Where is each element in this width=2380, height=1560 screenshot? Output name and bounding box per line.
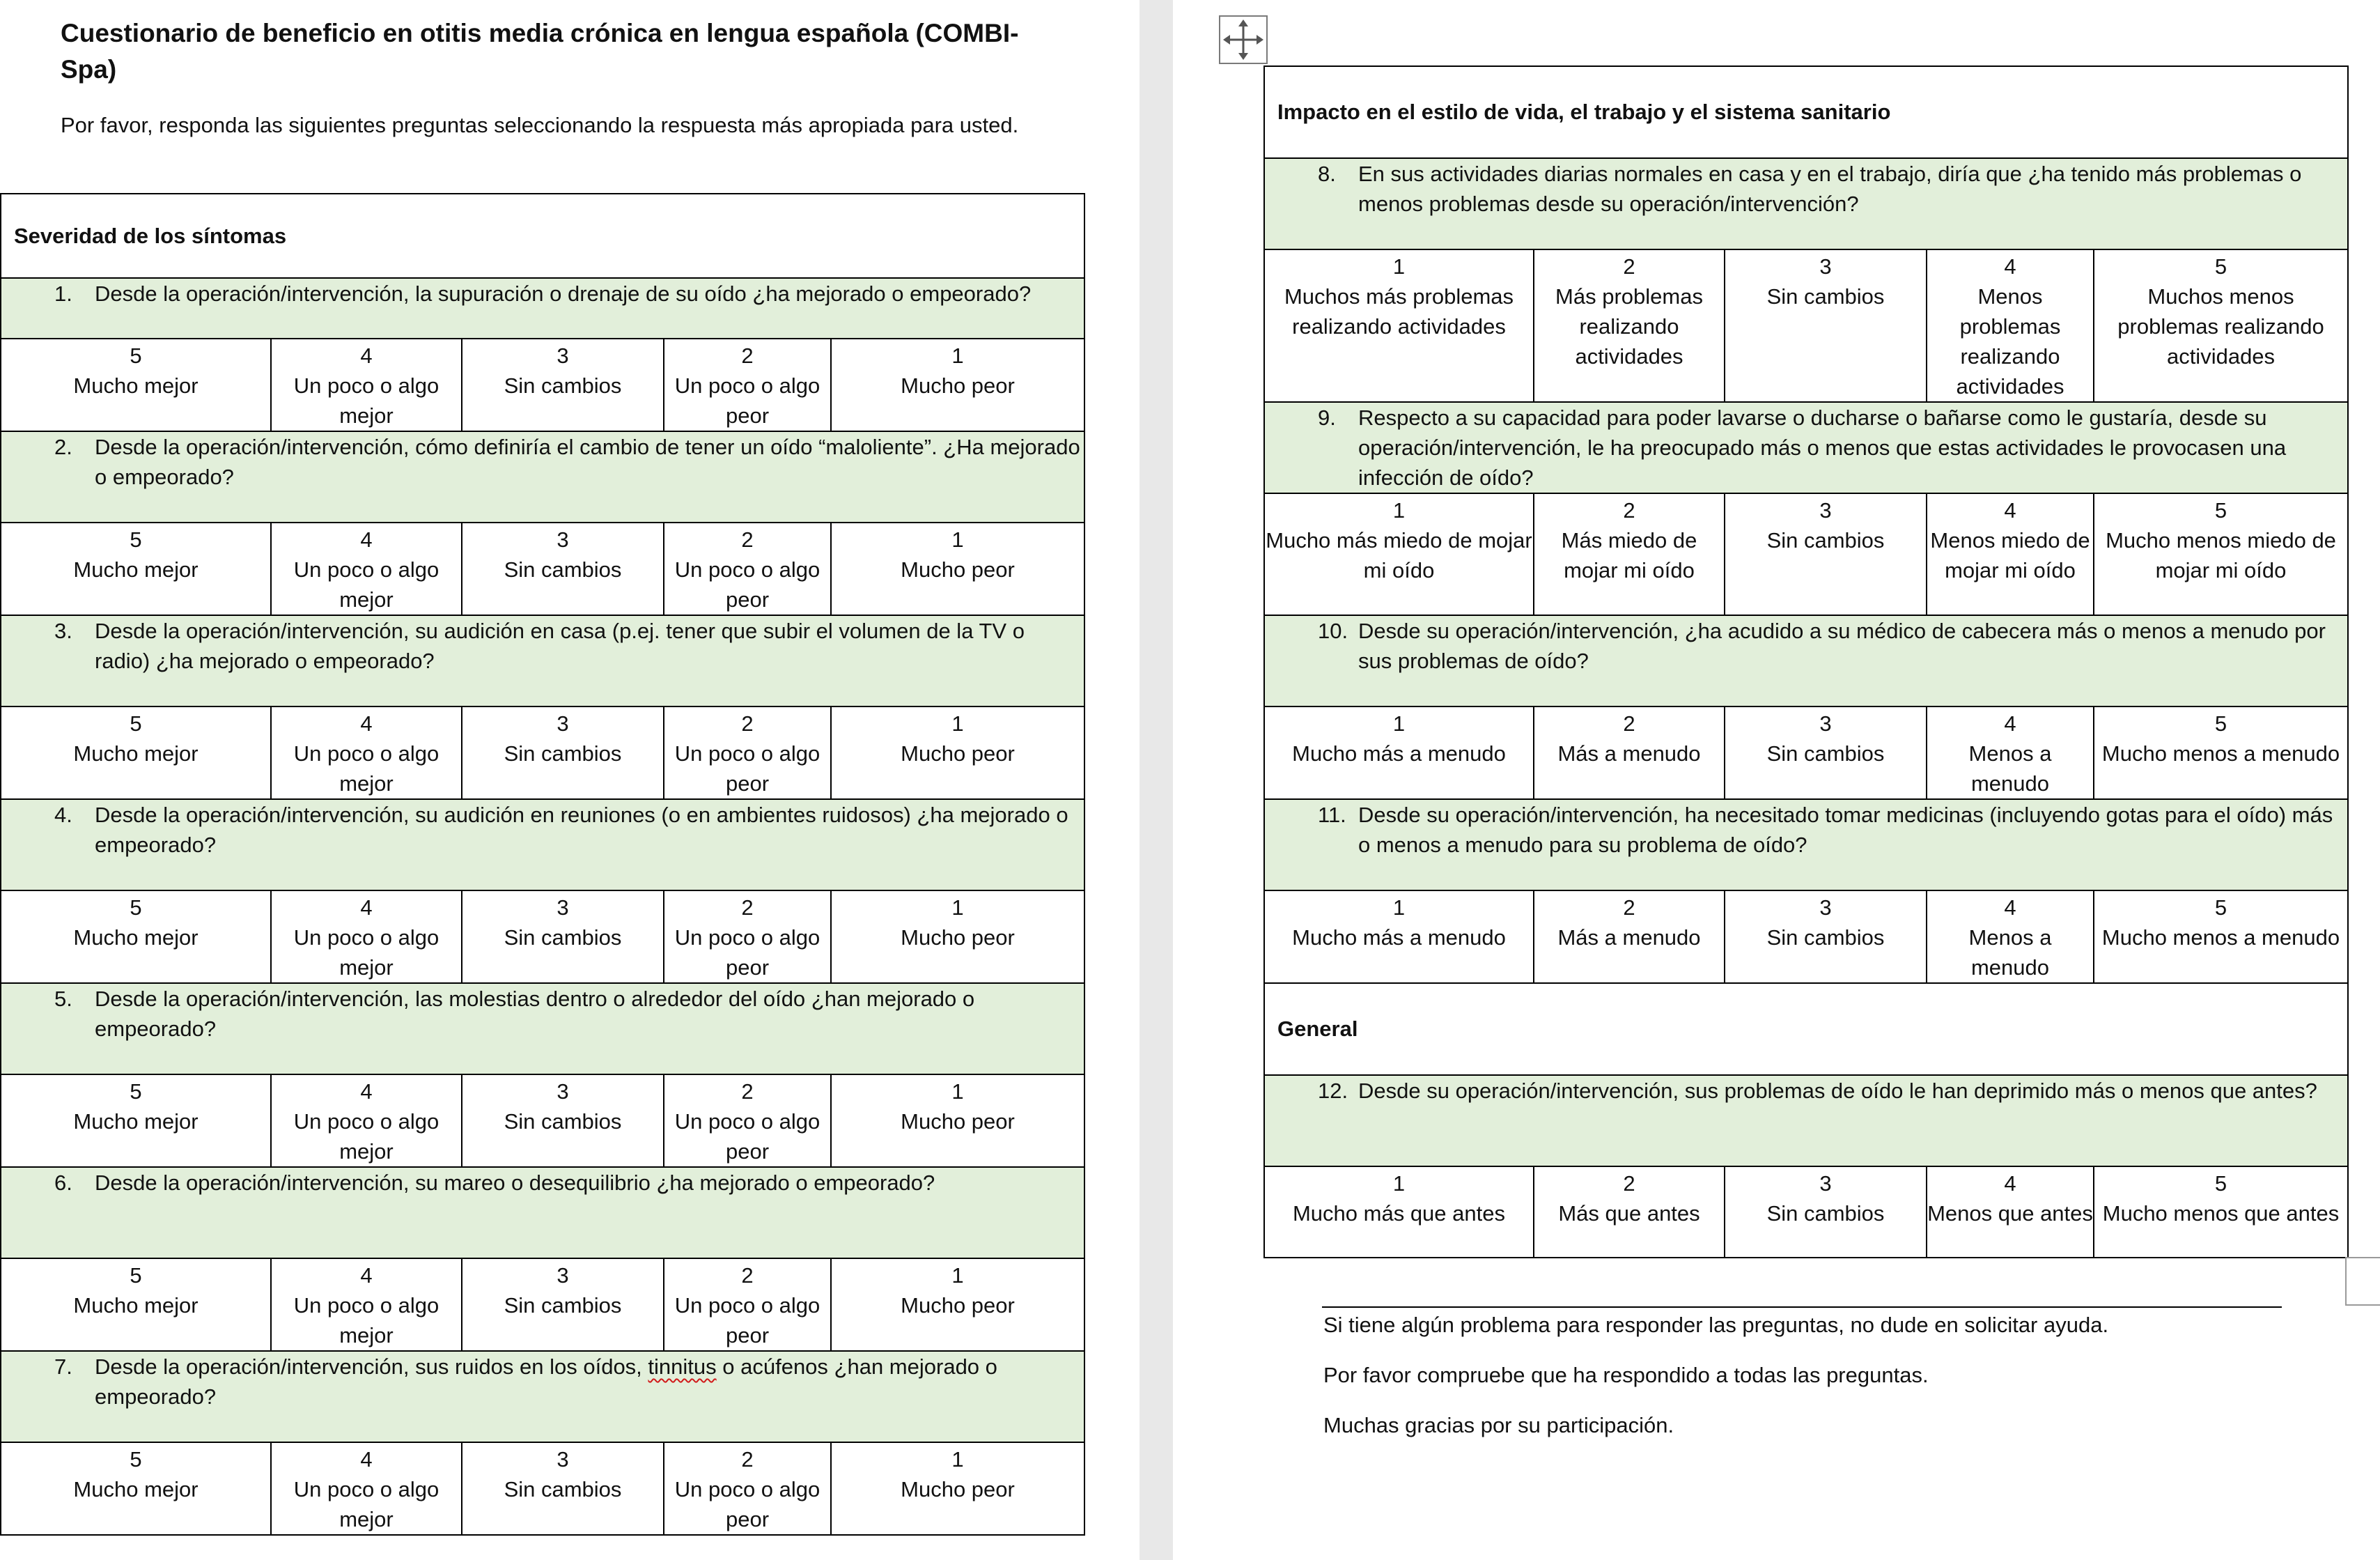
- answer-label: Menos problemas realizando actividades: [1956, 284, 2064, 399]
- answer-label: Mucho menos a menudo: [2101, 925, 2340, 950]
- answer-value: 3: [557, 343, 569, 368]
- lifestyle-impact-table: [1263, 65, 2349, 1258]
- answer-label: Sin cambios: [1766, 925, 1885, 950]
- answer-option[interactable]: [664, 1442, 831, 1535]
- answer-label: Sin cambios: [504, 1477, 622, 1501]
- answer-option[interactable]: [1, 339, 271, 431]
- page-gutter: [1140, 0, 1173, 1560]
- answer-value: 4: [2004, 254, 2016, 279]
- spellcheck-flagged-word: tinnitus: [648, 1354, 717, 1379]
- answer-label: Mucho peor: [901, 925, 1015, 950]
- question-number: 11.: [1318, 803, 1346, 827]
- answer-value: 3: [557, 1447, 569, 1472]
- answer-label: Sin cambios: [504, 741, 622, 766]
- answer-label: Mucho menos que antes: [2102, 1201, 2340, 1226]
- answer-row: [1264, 890, 2348, 983]
- answer-value: 2: [1623, 498, 1635, 523]
- question-number: 12.: [1318, 1079, 1348, 1103]
- answer-value: 3: [1819, 498, 1832, 523]
- answer-row: [1, 890, 1084, 983]
- footer-divider: [1322, 1306, 2282, 1308]
- answer-label: Un poco o algo mejor: [293, 557, 440, 612]
- answer-value: 4: [360, 895, 373, 920]
- answer-value: 5: [130, 711, 142, 736]
- question-text: Desde la operación/intervención, su audición en casa (p.ej. tener que subir el volumen de la TV o radio) ¿ha mejorado o empeorado?: [95, 619, 1025, 673]
- question-number: 1.: [54, 281, 72, 306]
- answer-label: Un poco o algo peor: [674, 741, 820, 796]
- answer-label: Más problemas realizando actividades: [1555, 284, 1703, 369]
- answer-row: [1264, 249, 2348, 402]
- answer-option[interactable]: [2094, 493, 2348, 615]
- answer-label: Mucho peor: [901, 373, 1015, 398]
- answer-value: 5: [2214, 498, 2227, 523]
- answer-label: Más a menudo: [1557, 741, 1701, 766]
- answer-option[interactable]: [271, 1074, 462, 1167]
- answer-label: Mucho mejor: [73, 1477, 199, 1501]
- answer-value: 2: [741, 895, 754, 920]
- answer-value: 5: [2214, 711, 2227, 736]
- answer-value: 5: [2214, 895, 2227, 920]
- answer-value: 2: [741, 1263, 754, 1288]
- answer-row: [1, 1442, 1084, 1535]
- answer-option[interactable]: [1927, 1166, 2094, 1258]
- answer-label: Más que antes: [1558, 1201, 1700, 1226]
- answer-value: 2: [741, 1447, 754, 1472]
- answer-label: Un poco o algo mejor: [293, 925, 440, 980]
- answer-option[interactable]: [1927, 706, 2094, 799]
- answer-label: Sin cambios: [504, 1109, 622, 1134]
- answer-value: 3: [557, 895, 569, 920]
- question-number: 2.: [54, 435, 72, 459]
- answer-option[interactable]: [1, 890, 271, 983]
- answer-value: 3: [557, 527, 569, 552]
- answer-label: Un poco o algo peor: [674, 557, 820, 612]
- question-row: [1, 615, 1084, 706]
- question-row: [1, 1167, 1084, 1258]
- answer-option[interactable]: [1534, 493, 1725, 615]
- answer-option[interactable]: [462, 890, 664, 983]
- question-row: [1264, 799, 2348, 890]
- answer-value: 5: [130, 527, 142, 552]
- answer-value: 4: [360, 1263, 373, 1288]
- answer-option[interactable]: [664, 890, 831, 983]
- answer-option[interactable]: [664, 523, 831, 615]
- answer-option[interactable]: [271, 1258, 462, 1351]
- section-title: Severidad de los síntomas: [1, 194, 1084, 278]
- question-text: Desde la operación/intervención, su audición en reuniones (o en ambientes ruidosos) ¿ha mejorado o empeorado?: [95, 803, 1068, 857]
- answer-label: Menos miedo de mojar mi oído: [1930, 528, 2090, 582]
- symptom-severity-table: [0, 193, 1085, 1536]
- answer-label: Mucho más que antes: [1292, 1201, 1505, 1226]
- answer-value: 1: [951, 895, 964, 920]
- answer-value: 2: [1623, 254, 1635, 279]
- answer-value: 1: [1392, 498, 1406, 523]
- answer-option[interactable]: [664, 339, 831, 431]
- answer-value: 4: [360, 1447, 373, 1472]
- answer-label: Mucho peor: [901, 741, 1015, 766]
- answer-label: Muchos más problemas realizando actividades: [1284, 284, 1514, 339]
- answer-option[interactable]: [831, 523, 1084, 615]
- question-text: Respecto a su capacidad para poder lavarse o ducharse o bañarse como le gustaría, desde su operación/intervención, le ha preocupado más o menos que estas actividades le provocasen una infección de oído?: [1358, 406, 2287, 490]
- answer-value: 5: [2214, 254, 2227, 279]
- answer-label: Mucho menos miedo de mojar mi oído: [2106, 528, 2336, 582]
- answer-label: Menos a menudo: [1968, 741, 2052, 796]
- answer-label: Un poco o algo mejor: [293, 741, 440, 796]
- section-title: Impacto en el estilo de vida, el trabajo y el sistema sanitario: [1264, 66, 2348, 158]
- answer-label: Sin cambios: [1766, 1201, 1885, 1226]
- answer-value: 1: [951, 1079, 964, 1104]
- answer-option[interactable]: [2094, 706, 2348, 799]
- answer-value: 4: [360, 527, 373, 552]
- question-number: 7.: [54, 1354, 72, 1379]
- footer-help-text: Si tiene algún problema para responder las preguntas, no dude en solicitar ayuda.: [1323, 1313, 2109, 1337]
- answer-value: 1: [951, 527, 964, 552]
- answer-value: 1: [951, 711, 964, 736]
- answer-value: 4: [2004, 1171, 2016, 1196]
- answer-label: Un poco o algo peor: [674, 373, 820, 428]
- answer-label: Menos a menudo: [1968, 925, 2052, 980]
- question-text: Desde la operación/intervención, la supuración o drenaje de su oído ¿ha mejorado o empeorado?: [95, 281, 1032, 306]
- answer-option[interactable]: [2094, 1166, 2348, 1258]
- answer-label: Un poco o algo peor: [674, 1109, 820, 1164]
- answer-label: Un poco o algo mejor: [293, 1293, 440, 1347]
- answer-option[interactable]: [1264, 706, 1534, 799]
- answer-option[interactable]: [1725, 493, 1927, 615]
- answer-value: 4: [360, 343, 373, 368]
- question-row: [1264, 615, 2348, 706]
- answer-row: [1, 706, 1084, 799]
- answer-value: 5: [130, 895, 142, 920]
- answer-row: [1264, 1166, 2348, 1258]
- answer-label: Mucho mejor: [73, 557, 199, 582]
- answer-row: [1264, 706, 2348, 799]
- answer-option[interactable]: [271, 706, 462, 799]
- question-row: [1, 799, 1084, 890]
- answer-value: 1: [1392, 254, 1406, 279]
- answer-label: Mucho peor: [901, 1477, 1015, 1501]
- answer-option[interactable]: [831, 339, 1084, 431]
- answer-label: Sin cambios: [1766, 528, 1885, 553]
- answer-label: Mucho mejor: [73, 373, 199, 398]
- question-text: Desde la operación/intervención, sus ruidos en los oídos,: [95, 1354, 648, 1379]
- answer-option[interactable]: [831, 1442, 1084, 1535]
- question-text: Desde la operación/intervención, cómo definiría el cambio de tener un oído “maloliente”. ¿Ha mejorado o empeorado?: [95, 435, 1080, 489]
- answer-label: Mucho peor: [901, 557, 1015, 582]
- answer-option[interactable]: [462, 1442, 664, 1535]
- answer-option[interactable]: [462, 523, 664, 615]
- answer-value: 1: [951, 1263, 964, 1288]
- answer-option[interactable]: [831, 1258, 1084, 1351]
- answer-label: Sin cambios: [504, 557, 622, 582]
- question-row: [1, 431, 1084, 523]
- answer-value: 2: [1623, 711, 1635, 736]
- answer-row: [1, 339, 1084, 431]
- answer-label: Mucho más a menudo: [1292, 741, 1506, 766]
- answer-label: Sin cambios: [1766, 284, 1885, 309]
- answer-option[interactable]: [2094, 249, 2348, 402]
- answer-label: Más a menudo: [1557, 925, 1701, 950]
- answer-label: Un poco o algo peor: [674, 1477, 820, 1531]
- answer-label: Mucho peor: [901, 1109, 1015, 1134]
- answer-option[interactable]: [1264, 493, 1534, 615]
- answer-value: 3: [1819, 1171, 1832, 1196]
- answer-option[interactable]: [462, 1074, 664, 1167]
- question-row: [1, 278, 1084, 339]
- answer-label: Un poco o algo mejor: [293, 1109, 440, 1164]
- answer-value: 5: [130, 1263, 142, 1288]
- answer-label: Mucho mejor: [73, 1109, 199, 1134]
- answer-value: 2: [741, 711, 754, 736]
- question-row: [1, 1351, 1084, 1442]
- answer-option[interactable]: [271, 890, 462, 983]
- answer-value: 2: [741, 1079, 754, 1104]
- answer-label: Mucho mejor: [73, 741, 199, 766]
- answer-option[interactable]: [1, 523, 271, 615]
- answer-option[interactable]: [271, 1442, 462, 1535]
- answer-option[interactable]: [271, 523, 462, 615]
- answer-label: Mucho menos a menudo: [2101, 741, 2340, 766]
- answer-label: Mucho mejor: [73, 1293, 199, 1318]
- answer-label: Sin cambios: [504, 925, 622, 950]
- question-number: 6.: [54, 1171, 72, 1195]
- answer-option[interactable]: [1534, 1166, 1725, 1258]
- answer-label: Un poco o algo mejor: [293, 1477, 440, 1531]
- answer-option[interactable]: [1927, 249, 2094, 402]
- question-number: 10.: [1318, 619, 1348, 643]
- answer-row: [1, 1258, 1084, 1351]
- answer-label: Más miedo de mojar mi oído: [1561, 528, 1697, 582]
- question-row: [1264, 1075, 2348, 1166]
- answer-value: 1: [1392, 1171, 1406, 1196]
- question-row: [1264, 158, 2348, 249]
- document-intro: Por favor, responda las siguientes preguntas seleccionando la respuesta más apropiada para usted.: [61, 113, 1019, 137]
- answer-value: 1: [1392, 895, 1406, 920]
- answer-label: Sin cambios: [504, 1293, 622, 1318]
- answer-option[interactable]: [664, 706, 831, 799]
- answer-option[interactable]: [462, 1258, 664, 1351]
- answer-option[interactable]: [831, 706, 1084, 799]
- answer-value: 3: [557, 711, 569, 736]
- answer-value: 2: [1623, 1171, 1635, 1196]
- answer-value: 3: [557, 1079, 569, 1104]
- section-title-general: General: [1264, 983, 2348, 1075]
- answer-row: [1, 523, 1084, 615]
- answer-label: Un poco o algo mejor: [293, 373, 440, 428]
- answer-label: Sin cambios: [504, 373, 622, 398]
- answer-label: Mucho más a menudo: [1292, 925, 1506, 950]
- answer-option[interactable]: [831, 890, 1084, 983]
- answer-value: 1: [1392, 711, 1406, 736]
- answer-label: Menos que antes: [1927, 1201, 2093, 1226]
- footer-check-text: Por favor compruebe que ha respondido a todas las preguntas.: [1323, 1363, 1929, 1387]
- answer-value: 5: [130, 1079, 142, 1104]
- question-number: 3.: [54, 619, 72, 643]
- answer-option[interactable]: [2094, 890, 2348, 983]
- answer-value: 5: [130, 343, 142, 368]
- question-number: 5.: [54, 987, 72, 1011]
- question-number: 8.: [1318, 162, 1336, 186]
- answer-value: 3: [557, 1263, 569, 1288]
- question-text: o acúfenos ¿han mejorado o empeorado?: [95, 1354, 997, 1409]
- answer-option[interactable]: [1927, 890, 2094, 983]
- question-row: [1264, 402, 2348, 493]
- answer-row: [1, 1074, 1084, 1167]
- move-arrows-icon[interactable]: [1219, 15, 1268, 64]
- answer-value: 3: [1819, 254, 1832, 279]
- answer-value: 4: [2004, 711, 2016, 736]
- answer-label: Un poco o algo peor: [674, 1293, 820, 1347]
- answer-value: 3: [1819, 711, 1832, 736]
- answer-value: 2: [741, 527, 754, 552]
- answer-label: Mucho peor: [901, 1293, 1015, 1318]
- answer-option[interactable]: [1725, 1166, 1927, 1258]
- question-text: Desde la operación/intervención, su mareo o desequilibrio ¿ha mejorado o empeorado?: [95, 1171, 935, 1195]
- answer-row: [1264, 493, 2348, 615]
- answer-label: Muchos menos problemas realizando actividades: [2117, 284, 2324, 369]
- footer-thanks-text: Muchas gracias por su participación.: [1323, 1413, 1674, 1437]
- answer-option[interactable]: [831, 1074, 1084, 1167]
- answer-value: 1: [951, 1447, 964, 1472]
- answer-option[interactable]: [1264, 249, 1534, 402]
- answer-label: Sin cambios: [1766, 741, 1885, 766]
- answer-option[interactable]: [1, 706, 271, 799]
- answer-label: Mucho mejor: [73, 925, 199, 950]
- answer-value: 1: [951, 343, 964, 368]
- answer-value: 2: [1623, 895, 1635, 920]
- answer-option[interactable]: [1927, 493, 2094, 615]
- answer-option[interactable]: [271, 339, 462, 431]
- answer-value: 4: [360, 711, 373, 736]
- answer-option[interactable]: [1264, 1166, 1534, 1258]
- answer-option[interactable]: [462, 339, 664, 431]
- question-number: 4.: [54, 803, 72, 827]
- answer-option[interactable]: [1, 1074, 271, 1167]
- answer-value: 4: [2004, 895, 2016, 920]
- answer-option[interactable]: [1264, 890, 1534, 983]
- answer-option[interactable]: [462, 706, 664, 799]
- page-corner-marker: [2345, 1257, 2380, 1306]
- question-text: Desde su operación/intervención, ha necesitado tomar medicinas (incluyendo gotas para el oído) más o menos a menudo para su problema de oído?: [1358, 803, 2333, 857]
- question-row: [1, 983, 1084, 1074]
- answer-option[interactable]: [1, 1442, 271, 1535]
- answer-option[interactable]: [1725, 249, 1927, 402]
- answer-option[interactable]: [1534, 249, 1725, 402]
- answer-value: 4: [360, 1079, 373, 1104]
- answer-label: Un poco o algo peor: [674, 925, 820, 980]
- answer-value: 5: [2214, 1171, 2227, 1196]
- answer-option[interactable]: [1534, 890, 1725, 983]
- answer-option[interactable]: [1725, 890, 1927, 983]
- answer-value: 5: [130, 1447, 142, 1472]
- answer-value: 2: [741, 343, 754, 368]
- answer-option[interactable]: [1725, 706, 1927, 799]
- question-text: En sus actividades diarias normales en casa y en el trabajo, diría que ¿ha tenido más problemas o menos problemas desde su operación/intervención?: [1358, 162, 2302, 216]
- answer-value: 3: [1819, 895, 1832, 920]
- answer-option[interactable]: [664, 1258, 831, 1351]
- answer-option[interactable]: [1534, 706, 1725, 799]
- question-text: Desde su operación/intervención, ¿ha acudido a su médico de cabecera más o menos a menudo por sus problemas de oído?: [1358, 619, 2326, 673]
- question-text: Desde la operación/intervención, las molestias dentro o alrededor del oído ¿han mejorado o empeorado?: [95, 987, 975, 1041]
- document-title: Cuestionario de beneficio en otitis media crónica en lengua española (COMBI-Spa): [61, 19, 1019, 84]
- question-text: Desde su operación/intervención, sus problemas de oído le han deprimido más o menos que antes?: [1358, 1079, 2317, 1103]
- answer-value: 4: [2004, 498, 2016, 523]
- answer-option[interactable]: [664, 1074, 831, 1167]
- answer-label: Mucho más miedo de mojar mi oído: [1266, 528, 1532, 582]
- question-number: 9.: [1318, 406, 1336, 430]
- answer-option[interactable]: [1, 1258, 271, 1351]
